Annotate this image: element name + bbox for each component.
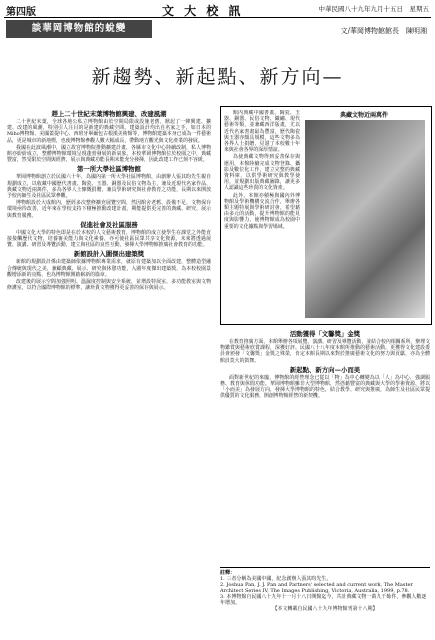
paragraph: 此外，本館亦積極與國內外博物館及學術機構交流合作，舉辦各類主題特展與學術研討會，希望藉由多元的活動，提升博物館的能見度與影響力，使博物館成為校園中重要的文化據點與學習場域。 <box>224 192 300 230</box>
masthead: 文 大 校 訊 <box>162 4 244 18</box>
paragraph: 我國在此波風潮中，國立故宮博物院推動擴建計畫，各縣市文化中心陸續改制，私人博物館亦紛紛成立，整體博物館環境呈現蓬勃發展的新氣象。本校華岡博物館位於校園之中，典藏豐富，然受限於空間與經費，展示與典藏功能長期未能充分發揮，因此改建工作已刻不容緩。 <box>7 144 211 164</box>
paragraph: 博物館設於大成館內，歷經多次整修擴充展覽空間，然因館舍老舊、設備不足，文物保存環境亟待改善，近年來在學校支持下積極推動改建計畫，期能提供更完善的典藏、研究、展示與教育服務。 <box>7 200 211 219</box>
section-heading: 新起點、新方向—小而美 <box>289 365 361 374</box>
issue-label: 第四版 <box>6 7 36 18</box>
section-heading: 新館設計入圍傑出建築獎 <box>73 250 145 259</box>
paragraph: 中國文化大學的特色即是在於本校的人文藝術教育，博物館的成立使學生在課堂之外能直接接觸歷代文物，培養審美能力與文化素養，亦可使社區民眾共享文化資源。未來將透過展覽、演講、研習及導覽活動，建立與社區的良性互動，發揮大學博物館推廣社會教育的功能。 <box>7 229 211 249</box>
paragraph: 新館的規劃設計係由建築師依據博物館專業需求，就原有建築加以全面改建，整體造型融合傳統與現代之美，兼顧典藏、展示、研究與休憩功能，入圍年度傑出建築獎，為本校校園景觀增添新的亮點，也為博物館開啟嶄新的篇章。 <box>7 259 211 278</box>
note-item: 1. 三者分稱為美國中國，紀念創辦人張其昀先生。 <box>220 576 332 582</box>
paragraph: 華岡博物館創立於民國六十年，為國內第一所大學社區博物館，由創辦人張其昀先生親自規劃成立，以收藏中國歷代書畫、陶瓷、玉器、銅器及民俗文物為主，兼及近現代名家作品，典藏文物近兩萬件，多為各界人士慷慨捐贈，兼具學術研究與社會教育之功能，長期以來開放予校內師生及社區民眾參觀。 <box>7 174 211 200</box>
section-heading: 活動獲得「文馨獎」金獎 <box>289 330 361 338</box>
series-banner: 談華岡博物館的蛻變 <box>6 20 152 38</box>
notes-footer: 【本文轉載自民國八十九年博物館刊第十八期】 <box>272 606 378 612</box>
notes-title: 註釋： <box>220 570 236 576</box>
byline: 文/華岡博物館館長 陳明湘 <box>340 27 427 35</box>
section-heading: 第一所大學社區博物館 <box>77 165 141 174</box>
paragraph: 改建後的展示空間加強照明、溫濕度控制與安全系統，並增設特展室、多功能教室與文物修護室，以符合國際博物館的標準，讓珍貴文物獲得更妥善的保存與展示。 <box>7 279 211 292</box>
left-column <box>7 108 211 636</box>
note-item: 3. 本博物館自民國八十九年十一月十八日開館迄今，共計典藏文物一萬九千餘件，參觀人數逐年增加。 <box>220 594 427 606</box>
photo-side-text <box>224 110 300 318</box>
page-header <box>4 3 431 18</box>
paragraph: 二十世紀末葉，全球各地公私立博物館由於空間局限或設施老舊，掀起了一陣興建、擴建、改建的風潮，特別引人注目的是新建的典藏空間、建築設計均出自名家之手，如日本的Miho博物館、美國蓋提中心、西班牙畢爾包古根漢美術館等，博物館建築本身已成為一件藝術品，更是城市的新地標，也使博物館參觀人數大幅成長，帶動地方觀光與文化產業的發展。 <box>7 119 211 144</box>
right-column <box>220 328 430 564</box>
notes <box>220 567 430 612</box>
paragraph: 面對新世紀的來臨，博物館的經營理念已從以「物」為中心轉變為以「人」為中心，強調服務、教育與休閒功能。華岡博物館雖非大型博物館，然憑藉豐富的典藏與大學的學術資源，將以「小而美」為發展方向，發揮大學博物館的特色，結合教學、研究與推廣，為師生及社區民眾提供優質的文化服務，開創博物館經營的新契機。 <box>220 374 430 400</box>
headline: 新趨勢、新起點、新方向— <box>91 66 344 88</box>
section-heading: 趕上二十世紀末葉博物館興建、改建風潮 <box>51 110 167 118</box>
artifact-photo <box>305 120 425 318</box>
paragraph: 館內典藏中國書畫、陶瓷、玉器、銅器、民俗文物、織繡、現代藝術等類，並兼藏西洋版畫，尤以近代名家書畫最為豐富，歷代陶瓷與玉器亦頗具規模，這些文物多為各界人士捐贈，見證了本校數十年來與社會各界的深厚情誼。 <box>224 110 300 154</box>
issue-date: 中華民國八十九年九月十五日 星期五 <box>318 5 429 13</box>
section-heading: 促進社會及社區服務 <box>80 220 138 229</box>
paragraph: 在教育推廣方面，本館舉辦各項展覽、演講、研習及導覽活動，並結合校內相關系所，辦理文物鑑賞與藝術欣賞課程，深獲好評。民國八十八年度本館所推動的藝術活動，更獲得文化建設委員會頒發「文馨獎」金獎之殊榮，肯定本館長期以來對於推廣藝術文化的努力與貢獻，亦為全體館員莫大的鼓舞。 <box>220 339 430 364</box>
paragraph: 為使典藏文物得到妥善保存與運用，本館陸續完成文物登錄、攝影及數位化工作，建立完整的典藏資料庫，以供學術研究與教學使用，並規劃出版典藏圖錄，讓更多人認識這些珍貴的文化資產。 <box>224 154 300 192</box>
photo-caption: 典藏文物近兩萬件 <box>339 112 388 119</box>
note-item: 2. Joshua Pan, J. J. Pan and Partners' selected and current work, The Master Architect Series IV, The Images Publishing, Victoria, Australia, 1999, p.78. <box>220 582 413 594</box>
